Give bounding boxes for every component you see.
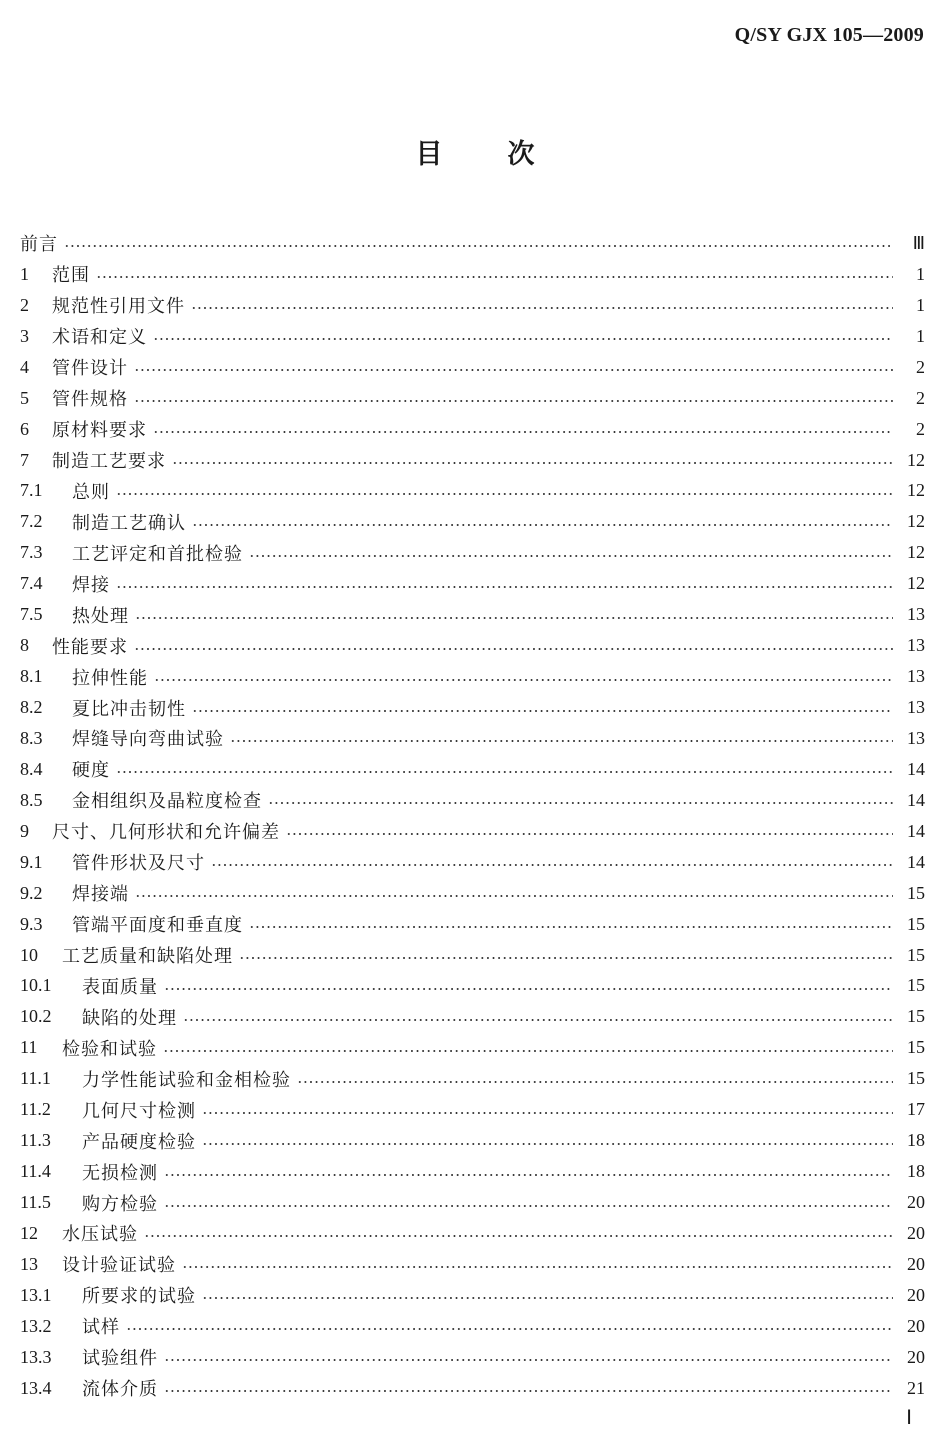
- toc-dot-leader: [249, 555, 893, 557]
- toc-entry-page: 2: [916, 418, 925, 439]
- toc-entry-page: 14: [907, 758, 925, 779]
- toc-entry-number: 7.1: [20, 480, 43, 501]
- toc-entry-number: 8.4: [20, 758, 43, 779]
- toc-dot-leader: [116, 771, 893, 773]
- toc-entry-page: 18: [907, 1130, 925, 1151]
- toc-entry-page: 20: [907, 1192, 925, 1213]
- toc-entry-page: 1: [916, 325, 925, 346]
- toc-dot-leader: [134, 369, 893, 371]
- toc-entry-page: 15: [907, 882, 925, 903]
- toc-entry-page: 15: [907, 913, 925, 934]
- toc-dot-leader: [192, 524, 893, 526]
- toc-entry-title: 管件设计: [52, 358, 128, 380]
- toc-entry: [20, 1249, 925, 1280]
- toc-dot-leader: [135, 617, 893, 619]
- toc-entry-number: 10.1: [20, 975, 52, 996]
- toc-entry-page: 12: [907, 449, 925, 470]
- toc-entry: [20, 259, 925, 290]
- toc-entry-page: Ⅲ: [912, 232, 925, 253]
- toc-entry: [20, 383, 925, 414]
- toc-entry-title: 力学性能试验和金相检验: [82, 1069, 291, 1091]
- toc-entry-number: 13.1: [20, 1284, 52, 1305]
- toc-dot-leader: [192, 710, 893, 712]
- toc-dot-leader: [202, 1143, 893, 1145]
- toc-entry-page: 1: [916, 294, 925, 315]
- toc-entry-title: 设计验证试验: [62, 1255, 176, 1277]
- toc-entry-number: 9.3: [20, 913, 43, 934]
- toc-entry: [20, 909, 925, 940]
- toc-dot-leader: [96, 276, 893, 278]
- toc-entry-page: 20: [907, 1346, 925, 1367]
- toc-entry-title: 管件形状及尺寸: [72, 853, 205, 875]
- toc-entry-page: 13: [907, 666, 925, 687]
- toc-entry-title: 水压试验: [62, 1224, 138, 1246]
- toc-dot-leader: [172, 462, 893, 464]
- toc-entry-page: 14: [907, 789, 925, 810]
- toc-entry-page: 15: [907, 975, 925, 996]
- toc-entry-number: 13: [20, 1253, 38, 1274]
- toc-entry-number: 11.2: [20, 1099, 51, 1120]
- toc-entry-number: 11.3: [20, 1130, 51, 1151]
- toc-entry-title: 焊缝导向弯曲试验: [72, 729, 224, 751]
- toc-entry-title: 术语和定义: [52, 327, 147, 349]
- toc-entry-number: 1: [20, 263, 29, 284]
- toc-entry-title: 试样: [82, 1317, 120, 1339]
- toc-entry: [20, 971, 925, 1002]
- toc-dot-leader: [249, 926, 893, 928]
- toc-entry-number: 8.2: [20, 697, 43, 718]
- toc-entry: [20, 1373, 925, 1404]
- toc-dot-leader: [153, 338, 893, 340]
- toc-entry: [20, 723, 925, 754]
- toc-entry-title: 所要求的试验: [82, 1286, 196, 1308]
- toc-entry: [20, 1125, 925, 1156]
- toc-dot-leader: [134, 400, 893, 402]
- toc-dot-leader: [164, 988, 893, 990]
- toc-entry-title: 焊接: [72, 574, 110, 596]
- toc-dot-leader: [116, 493, 893, 495]
- toc-entry-page: 17: [907, 1099, 925, 1120]
- toc-entry-number: 9: [20, 820, 29, 841]
- toc-dot-leader: [268, 802, 893, 804]
- toc-entry-title: 表面质量: [82, 976, 158, 998]
- toc-entry-title: 夏比冲击韧性: [72, 698, 186, 720]
- toc-entry-page: 20: [907, 1253, 925, 1274]
- toc-entry-title: 规范性引用文件: [52, 296, 185, 318]
- toc-entry-number: 13.4: [20, 1377, 52, 1398]
- toc-dot-leader: [297, 1081, 893, 1083]
- toc-entry: [20, 754, 925, 785]
- toc-dot-leader: [164, 1359, 893, 1361]
- toc-entry: [20, 290, 925, 321]
- toc-entry-number: 7.5: [20, 604, 43, 625]
- toc-entry-page: 1: [916, 263, 925, 284]
- toc-entry-page: 20: [907, 1284, 925, 1305]
- toc-entry-number: 9.1: [20, 851, 43, 872]
- toc-entry: [20, 1187, 925, 1218]
- toc-entry-page: 13: [907, 635, 925, 656]
- toc-entry-title: 工艺质量和缺陷处理: [62, 946, 233, 968]
- toc-entry-number: 8.5: [20, 789, 43, 810]
- toc-entry-title: 尺寸、几何形状和允许偏差: [52, 822, 280, 844]
- toc-entry: [20, 599, 925, 630]
- toc-entry-page: 18: [907, 1161, 925, 1182]
- toc-entry: [20, 878, 925, 909]
- toc-entry-number: 3: [20, 325, 29, 346]
- toc-entry-title: 范围: [52, 265, 90, 287]
- toc-dot-leader: [134, 648, 893, 650]
- toc-entry-page: 12: [907, 573, 925, 594]
- title-char-2: 次: [507, 139, 535, 170]
- toc-dot-leader: [154, 679, 893, 681]
- toc-entry-page: 12: [907, 480, 925, 501]
- toc-dot-leader: [202, 1112, 893, 1114]
- toc-entry: [20, 1342, 925, 1373]
- toc-entry-page: 12: [907, 542, 925, 563]
- toc-entry-title: 拉伸性能: [72, 667, 148, 689]
- toc-entry-title: 制造工艺确认: [72, 512, 186, 534]
- toc-dot-leader: [153, 431, 893, 433]
- toc-dot-leader: [239, 957, 893, 959]
- toc-entry-number: 7.2: [20, 511, 43, 532]
- toc-entry-page: 13: [907, 604, 925, 625]
- toc-entry-number: 7: [20, 449, 29, 470]
- toc-entry-page: 15: [907, 944, 925, 965]
- title-char-1: 目: [415, 139, 443, 170]
- toc-entry: [20, 785, 925, 816]
- toc-dot-leader: [211, 864, 893, 866]
- toc-entry: [20, 847, 925, 878]
- toc-entry-number: 4: [20, 356, 29, 377]
- toc-dot-leader: [135, 895, 893, 897]
- toc-entry-page: 13: [907, 727, 925, 748]
- toc-entry: [20, 1156, 925, 1187]
- toc-entry-title: 硬度: [72, 760, 110, 782]
- toc-entry-number: 7.3: [20, 542, 43, 563]
- toc-entry-title: 几何尺寸检测: [82, 1100, 196, 1122]
- toc-entry-title: 缺陷的处理: [82, 1007, 177, 1029]
- toc-entry-number: 13.2: [20, 1315, 52, 1336]
- toc-entry: [20, 816, 925, 847]
- table-of-contents: [20, 228, 925, 1404]
- toc-entry-title: 工艺评定和首批检验: [72, 543, 243, 565]
- toc-entry-number: 13.3: [20, 1346, 52, 1367]
- toc-dot-leader: [191, 307, 893, 309]
- toc-entry-title: 前言: [20, 234, 58, 256]
- toc-dot-leader: [182, 1266, 893, 1268]
- toc-entry-title: 试验组件: [82, 1348, 158, 1370]
- toc-entry: [20, 537, 925, 568]
- toc-entry: [20, 1001, 925, 1032]
- toc-entry-title: 无损检测: [82, 1162, 158, 1184]
- toc-dot-leader: [163, 1050, 893, 1052]
- toc-entry: [20, 661, 925, 692]
- toc-entry-number: 8.3: [20, 727, 43, 748]
- toc-entry: [20, 1280, 925, 1311]
- toc-dot-leader: [202, 1297, 893, 1299]
- toc-entry-title: 购方检验: [82, 1193, 158, 1215]
- footer-page-number: Ⅰ: [906, 1407, 912, 1429]
- toc-entry-title: 流体介质: [82, 1379, 158, 1401]
- toc-entry-page: 21: [907, 1377, 925, 1398]
- toc-dot-leader: [164, 1174, 893, 1176]
- toc-entry: [20, 692, 925, 723]
- toc-dot-leader: [144, 1235, 893, 1237]
- toc-entry-number: 5: [20, 387, 29, 408]
- toc-entry: [20, 414, 925, 445]
- toc-entry-number: 9.2: [20, 882, 43, 903]
- toc-entry-number: 11.1: [20, 1068, 51, 1089]
- toc-entry-page: 14: [907, 820, 925, 841]
- toc-entry-title: 热处理: [72, 605, 129, 627]
- toc-entry-page: 20: [907, 1315, 925, 1336]
- toc-entry: [20, 445, 925, 476]
- toc-dot-leader: [116, 586, 893, 588]
- toc-entry: [20, 506, 925, 537]
- toc-entry: [20, 1218, 925, 1249]
- toc-entry-title: 总则: [72, 481, 110, 503]
- toc-entry-page: 15: [907, 1006, 925, 1027]
- toc-entry-page: 2: [916, 356, 925, 377]
- toc-entry-title: 管件规格: [52, 389, 128, 411]
- toc-entry-number: 11: [20, 1037, 38, 1058]
- toc-entry-number: 10.2: [20, 1006, 52, 1027]
- toc-entry-page: 13: [907, 697, 925, 718]
- toc-entry-number: 6: [20, 418, 29, 439]
- toc-entry-number: 11.4: [20, 1161, 51, 1182]
- toc-entry: [20, 352, 925, 383]
- toc-entry: [20, 1311, 925, 1342]
- toc-entry-title: 产品硬度检验: [82, 1131, 196, 1153]
- toc-entry: [20, 321, 925, 352]
- toc-entry-page: 15: [907, 1037, 925, 1058]
- toc-entry-title: 制造工艺要求: [52, 451, 166, 473]
- toc-entry-page: 20: [907, 1222, 925, 1243]
- toc-dot-leader: [64, 245, 893, 247]
- toc-dot-leader: [126, 1328, 893, 1330]
- toc-entry: [20, 940, 925, 971]
- toc-entry: [20, 1032, 925, 1063]
- toc-entry: [20, 630, 925, 661]
- toc-entry: [20, 228, 925, 259]
- toc-entry-title: 管端平面度和垂直度: [72, 915, 243, 937]
- toc-dot-leader: [164, 1205, 893, 1207]
- toc-entry-title: 原材料要求: [52, 420, 147, 442]
- toc-entry: [20, 568, 925, 599]
- toc-entry-title: 金相组织及晶粒度检查: [72, 791, 262, 813]
- toc-entry-title: 性能要求: [52, 636, 128, 658]
- toc-entry: [20, 1094, 925, 1125]
- toc-dot-leader: [286, 833, 893, 835]
- toc-entry-number: 2: [20, 294, 29, 315]
- toc-entry-number: 11.5: [20, 1192, 51, 1213]
- toc-entry-number: 8: [20, 635, 29, 656]
- toc-entry-title: 焊接端: [72, 884, 129, 906]
- toc-entry-page: 12: [907, 511, 925, 532]
- toc-entry: [20, 1063, 925, 1094]
- toc-dot-leader: [183, 1019, 893, 1021]
- toc-entry-title: 检验和试验: [62, 1038, 157, 1060]
- toc-entry-page: 15: [907, 1068, 925, 1089]
- page-title: [0, 132, 950, 171]
- document-code: Q/SY GJX 105—2009: [734, 24, 924, 46]
- toc-entry-number: 7.4: [20, 573, 43, 594]
- toc-entry-number: 8.1: [20, 666, 43, 687]
- toc-dot-leader: [164, 1390, 893, 1392]
- toc-dot-leader: [230, 740, 893, 742]
- toc-entry-number: 10: [20, 944, 38, 965]
- toc-entry-number: 12: [20, 1222, 38, 1243]
- toc-entry-page: 2: [916, 387, 925, 408]
- toc-entry-page: 14: [907, 851, 925, 872]
- toc-entry: [20, 476, 925, 507]
